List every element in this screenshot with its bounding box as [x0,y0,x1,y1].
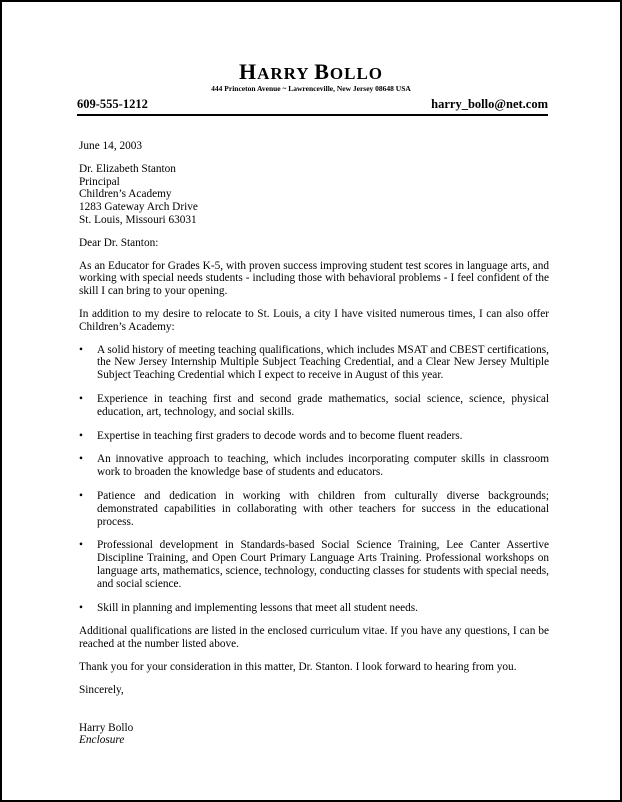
bullet-icon: • [79,489,83,502]
additional-paragraph: Additional qualifications are listed in the enclosed curriculum vitae. If you have any questions, I can be reached at the number listed above. [79,625,549,651]
qualification-text: Patience and dedication in working with children from culturally diverse backgrounds; demonstrated capabilities in collaborating with other teachers for success in the educational process. [97,489,549,528]
list-item [79,453,549,479]
recipient-line: Children’s Academy [79,188,172,201]
enclosure-note: Enclosure [79,734,125,747]
bullet-icon: • [79,453,83,466]
closing: Sincerely, [79,683,124,696]
name-last-initial: B [314,59,330,84]
name-first-rest: ARRY [257,64,309,83]
list-item [79,393,549,419]
signature-name: Harry Bollo [79,721,134,734]
header-divider [77,114,548,116]
signature-block [79,722,549,748]
relocate-paragraph: In addition to my desire to relocate to St. Louis, a city I have visited numerous times, I can also offer Children’s Academy: [79,307,549,333]
letter-date: June 14, 2003 [79,140,143,152]
sender-name [2,59,620,85]
name-first-initial: H [238,59,258,84]
list-item [79,430,549,443]
bullet-icon: • [79,429,83,442]
bullet-icon: • [79,601,83,614]
recipient-line: Principal [79,175,120,188]
qualification-text: A solid history of meeting teaching qualifications, which includes MSAT and CBEST certifications, the New Jersey Internship Multiple Subject Teaching Credential, and a Clear New Jersey Multiple Subject Teaching Credential which I expect to receive in August of this year. [97,343,549,382]
qualification-text: Experience in teaching first and second grade mathematics, social science, science, physical education, art, technology, and social skills. [97,392,549,418]
qualification-text: Skill in planning and implementing lessons that meet all student needs. [97,601,418,614]
sender-phone: 609-555-1212 [77,97,148,111]
name-last-rest: OLLO [329,64,384,83]
qualification-text: Professional development in Standards-based Social Science Training, Lee Canter Assertive Discipline Training, and Open Court Primary Language Arts Training. Professional workshops on language arts, mathematics, science, technology, conducting classes for students with special needs, and social science. [97,539,549,590]
recipient-line: St. Louis, Missouri 63031 [79,213,197,226]
qualification-text: An innovative approach to teaching, which includes incorporating computer skills in classroom work to broaden the knowledge base of students and educators. [97,453,549,479]
bullet-icon: • [79,392,83,405]
salutation: Dear Dr. Stanton: [79,236,159,249]
list-item [79,490,549,528]
bullet-icon: • [79,343,83,356]
sender-email: harry_bollo@net.com [431,97,548,111]
list-item [79,344,549,382]
thanks-paragraph: Thank you for your consideration in this matter, Dr. Stanton. I look forward to hearing from you. [79,660,517,673]
list-item [79,602,549,615]
intro-paragraph: As an Educator for Grades K-5, with proven success improving student test scores in language arts, and working with special needs students - including those with behavioral problems - I feel confident of the skill I can bring to your opening. [79,259,549,298]
bullet-icon: • [79,539,83,552]
qualification-text: Expertise in teaching first graders to decode words and to become fluent readers. [97,429,463,442]
sender-address: 444 Princeton Avenue ~ Lawrenceville, New Jersey 08648 USA [211,84,411,93]
recipient-line: 1283 Gateway Arch Drive [79,201,198,214]
list-item [79,539,549,590]
recipient-block [79,163,549,227]
letter-body [79,140,549,747]
qualifications-list [79,344,549,615]
recipient-line: Dr. Elizabeth Stanton [79,162,176,175]
